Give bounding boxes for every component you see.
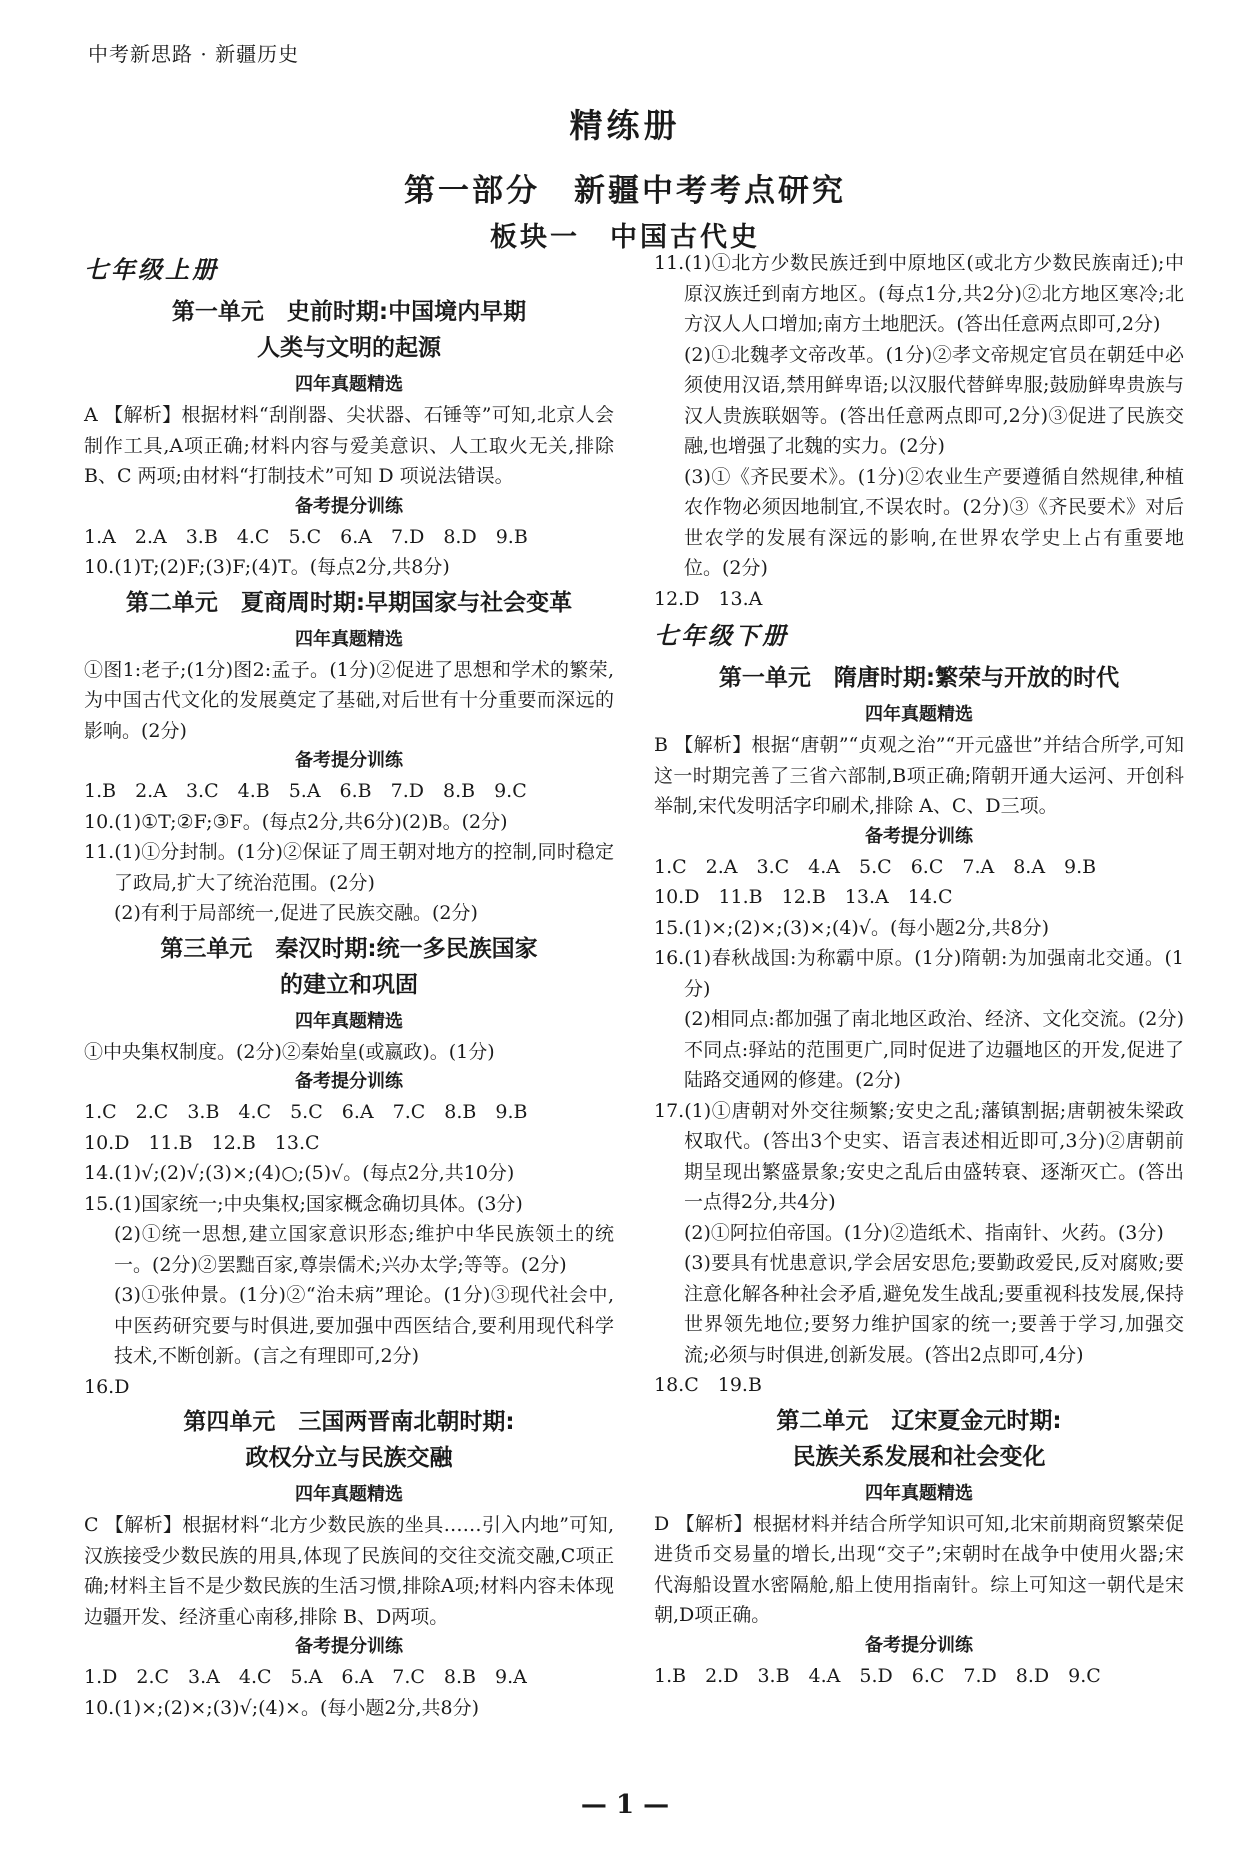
section-subheading: 备考提分训练: [865, 1634, 973, 1656]
answer-line: 10.(1)T;(2)F;(3)F;(4)T。(每点2分,共8分): [84, 556, 450, 578]
section-subheading: 四年真题精选: [295, 1010, 403, 1032]
answer-paragraph: 15.(1)国家统一;中央集权;国家概念确切具体。(3分): [84, 1192, 523, 1215]
answer-line: 1.C 2.A 3.C 4.A 5.C 6.C 7.A 8.A 9.B: [654, 855, 1097, 878]
section-subheading: 备考提分训练: [865, 825, 973, 847]
right-column: [654, 248, 1184, 1691]
page-number: — 1 —: [580, 1790, 670, 1820]
unit-title-line: 民族关系发展和社会变化: [792, 1443, 1046, 1470]
section-subheading: 备考提分训练: [295, 1636, 403, 1657]
unit-title-line: 政权分立与民族交融: [245, 1445, 453, 1471]
grade-heading: 七年级下册: [654, 622, 789, 650]
unit-title-line: 人类与文明的起源: [257, 335, 441, 361]
unit-title: 第一单元 隋唐时期:繁荣与开放的时代: [718, 665, 1120, 691]
running-head: 中考新思路 · 新疆历史: [88, 42, 300, 66]
answer-paragraph: (3)①张仲景。(1分)②“治未病”理论。(1分)③现代社会中,中医药研究要与时俱进,要加强中西医结合,要利用现代科学技术,不断创新。(言之有理即可,2分): [114, 1284, 614, 1367]
answer-line: 10.(1)①T;②F;③F。(每点2分,共6分)(2)B。(2分): [84, 810, 508, 833]
part-title: 第一部分 新疆中考考点研究: [404, 173, 846, 209]
section-subheading: 四年真题精选: [295, 374, 403, 395]
section-subheading: 备考提分训练: [295, 750, 403, 771]
answer-line: 16.D: [84, 1375, 130, 1398]
answer-paragraph: (3)①《齐民要术》。(1分)②农业生产要遵循自然规律,种植农作物必须因地制宜,不误农时。(2分)③《齐民要术》对后世农学的发展有深远的影响,在世界农学史上占有重要地位。(2分): [684, 465, 1184, 579]
answer-line: 18.C 19.B: [654, 1374, 762, 1396]
answer-line: 1.D 2.C 3.A 4.C 5.A 6.A 7.C 8.B 9.A: [84, 1666, 527, 1688]
answer-line: 12.D 13.A: [654, 587, 763, 610]
answer-paragraph: (2)有利于局部统一,促进了民族交融。(2分): [114, 902, 478, 924]
unit-title: [654, 1401, 1184, 1479]
unit-title: [84, 1402, 614, 1480]
left-column: [84, 248, 614, 1723]
analysis-paragraph: A 【解析】根据材料“刮削器、尖状器、石锤等”可知,北京人会制作工具,A项正确;材料内容与爱美意识、人工取火无关,排除 B、C 两项;由材料“打制技术”可知 D 项说法错误。: [84, 404, 614, 487]
analysis-paragraph: C 【解析】根据材料“北方少数民族的坐具……引入内地”可知,汉族接受少数民族的用具,体现了民族间的交往交流交融,C项正确;材料主旨不是少数民族的生活习惯,排除A项;材料内容未体现边疆开发、经济重心南移,排除 B、D两项。: [84, 1514, 614, 1628]
grade-heading: 七年级上册: [84, 256, 219, 284]
unit-title-line: 第四单元 三国两晋南北朝时期:: [183, 1409, 515, 1435]
section-subheading: 四年真题精选: [865, 704, 973, 725]
answer-line: 10.D 11.B 12.B 13.C: [84, 1131, 320, 1154]
unit-title: [84, 929, 614, 1007]
answer-paragraph: (3)要具有忧患意识,学会居安思危;要勤政爱民,反对腐败;要注意化解各种社会矛盾,避免发生战乱;要重视科技发展,保持世界领先地位;要努力维护国家的统一;要善于学习,加强交流;必须与时俱进,创新发展。(答出2点即可,4分): [684, 1252, 1184, 1366]
answer-paragraph: ①中央集权制度。(2分)②秦始皇(或嬴政)。(1分): [84, 1040, 495, 1063]
analysis-paragraph: D 【解析】根据材料并结合所学知识可知,北宋前期商贸繁荣促进货币交易量的增长,出现“交子”;宋朝时在战争中使用火器;宋代海船设置水密隔舱,船上使用指南针。综上可知这一朝代是宋朝,D项正确。: [654, 1512, 1184, 1626]
section-subheading: 备考提分训练: [295, 1071, 403, 1092]
answer-paragraph: (2)①北魏孝文帝改革。(1分)②孝文帝规定官员在朝廷中必须使用汉语,禁用鲜卑语;以汉服代替鲜卑服;鼓励鲜卑贵族与汉人贵族联姻等。(答出任意两点即可,2分)③促进了民族交融,也增强了北魏的实力。(2分): [684, 343, 1184, 457]
answer-paragraph: 11.(1)①北方少数民族迁到中原地区(或北方少数民族南迁);中原汉族迁到南方地区。(每点1分,共2分)②北方地区寒冷;北方汉人人口增加;南方土地肥沃。(答出任意两点即可,2分): [654, 252, 1184, 335]
answer-paragraph: (2)相同点:都加强了南北地区政治、经济、文化交流。(2分)不同点:驿站的范围更广,同时促进了边疆地区的开发,促进了陆路交通网的修建。(2分): [684, 1008, 1184, 1091]
answer-line: 10.D 11.B 12.B 13.A 14.C: [654, 886, 953, 908]
unit-title: 第二单元 夏商周时期:早期国家与社会变革: [125, 589, 573, 616]
answer-paragraph: 16.(1)春秋战国:为称霸中原。(1分)隋朝:为加强南北交通。(1分): [654, 947, 1184, 1000]
answer-line: 1.B 2.D 3.B 4.A 5.D 6.C 7.D 8.D 9.C: [654, 1664, 1101, 1687]
book-title: 精练册: [569, 106, 681, 145]
section-subheading: 四年真题精选: [865, 1482, 973, 1504]
analysis-paragraph: B 【解析】根据“唐朝”“贞观之治”“开元盛世”并结合所学,可知这一时期完善了三省六部制,B项正确;隋朝开通大运河、开创科举制,宋代发明活字印刷术,排除 A、C、D三项。: [654, 734, 1184, 817]
answer-paragraph: 17.(1)①唐朝对外交往频繁;安史之乱;藩镇割据;唐朝被朱梁政权取代。(答出3个史实、语言表述相近即可,3分)②唐朝前期呈现出繁盛景象;安史之乱后由盛转衰、逐渐灭亡。(答出一点得2分,共4分): [654, 1099, 1184, 1213]
answer-line: 1.B 2.A 3.C 4.B 5.A 6.B 7.D 8.B 9.C: [84, 780, 527, 802]
unit-title-line: 第三单元 秦汉时期:统一多民族国家: [160, 935, 538, 962]
answer-line: 1.A 2.A 3.B 4.C 5.C 6.A 7.D 8.D 9.B: [84, 525, 528, 548]
answer-paragraph: (2)①统一思想,建立国家意识形态;维护中华民族领土的统一。(2分)②罢黜百家,尊崇儒术;兴办太学;等等。(2分): [114, 1223, 614, 1276]
answer-paragraph: ①图1:老子;(1分)图2:孟子。(1分)②促进了思想和学术的繁荣,为中国古代文化的发展奠定了基础,对后世有十分重要而深远的影响。(2分): [84, 658, 614, 742]
answer-paragraph: (2)①阿拉伯帝国。(1分)②造纸术、指南针、火药。(3分): [684, 1221, 1164, 1244]
section-subheading: 备考提分训练: [295, 495, 403, 517]
section-subheading: 四年真题精选: [295, 628, 403, 650]
answer-paragraph: 11.(1)①分封制。(1分)②保证了周王朝对地方的控制,同时稳定了政局,扩大了统治范围。(2分): [84, 841, 614, 894]
answer-paragraph: 14.(1)√;(2)√;(3)×;(4)○;(5)√。(每点2分,共10分): [84, 1162, 515, 1184]
answer-line: 1.C 2.C 3.B 4.C 5.C 6.A 7.C 8.B 9.B: [84, 1101, 528, 1123]
answer-paragraph: 15.(1)×;(2)×;(3)×;(4)√。(每小题2分,共8分): [654, 916, 1049, 939]
answer-line: 10.(1)×;(2)×;(3)√;(4)×。(每小题2分,共8分): [84, 1696, 479, 1719]
unit-title-line: 第二单元 辽宋夏金元时期:: [776, 1407, 1062, 1434]
unit-title-line: 第一单元 史前时期:中国境内早期: [171, 299, 527, 325]
unit-title: [84, 292, 614, 370]
section-subheading: 四年真题精选: [295, 1484, 403, 1505]
block-title: 板块一 中国古代史: [490, 222, 760, 253]
unit-title-line: 的建立和巩固: [280, 971, 418, 998]
